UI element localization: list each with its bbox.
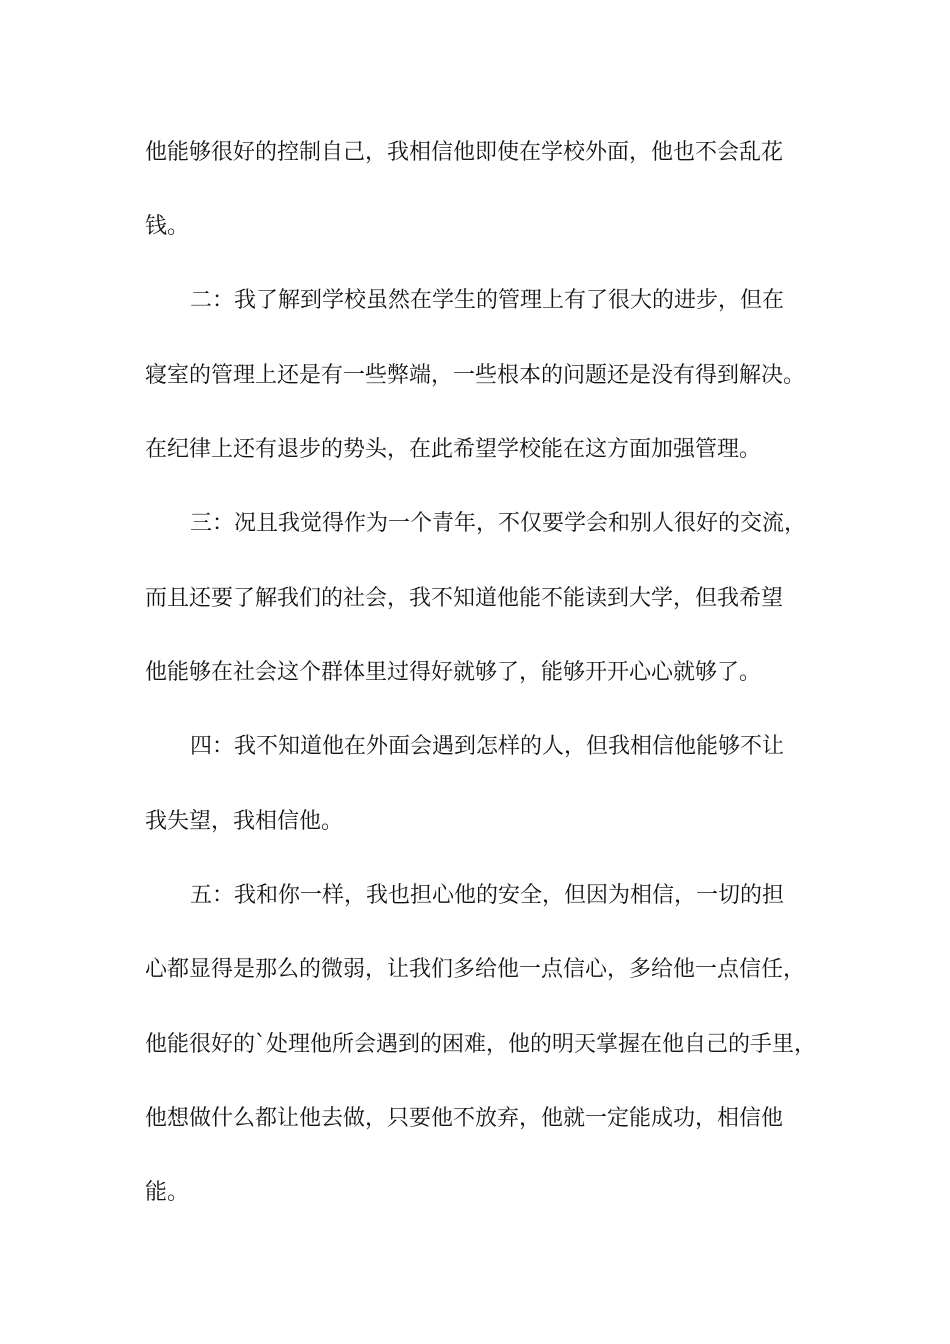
paragraph-line: 五：我和你一样，我也担心他的安全，但因为相信，一切的担 [190, 883, 785, 908]
paragraph-line: 四：我不知道他在外面会遇到怎样的人，但我相信他能够不让 [190, 734, 785, 759]
paragraph-line: 能。 [145, 1180, 190, 1205]
paragraph-line: 三：况且我觉得作为一个青年，不仅要学会和别人很好的交流， [190, 511, 807, 536]
paragraph-line: 钱。 [145, 214, 190, 239]
paragraph-line: 在纪律上还有退步的势头，在此希望学校能在这方面加强管理。 [145, 437, 762, 462]
paragraph-line: 他能够在社会这个群体里过得好就够了，能够开开心心就够了。 [145, 660, 762, 685]
paragraph-line: 他能很好的`处理他所会遇到的困难，他的明天掌握在他自己的手里， [145, 1032, 817, 1057]
paragraph-line: 而且还要了解我们的社会，我不知道他能不能读到大学，但我希望 [145, 586, 784, 611]
paragraph-line: 我失望，我相信他。 [145, 809, 344, 834]
paragraph-line: 他想做什么都让他去做，只要他不放弃，他就一定能成功，相信他 [145, 1106, 784, 1131]
paragraph-line: 二：我了解到学校虽然在学生的管理上有了很大的进步，但在 [190, 288, 785, 313]
paragraph-line: 心都显得是那么的微弱，让我们多给他一点信心，多给他一点信任， [145, 957, 806, 982]
paragraph-line: 寝室的管理上还是有一些弊端，一些根本的问题还是没有得到解决。 [145, 363, 806, 388]
paragraph-line: 他能够很好的控制自己，我相信他即使在学校外面，他也不会乱花 [145, 140, 784, 165]
